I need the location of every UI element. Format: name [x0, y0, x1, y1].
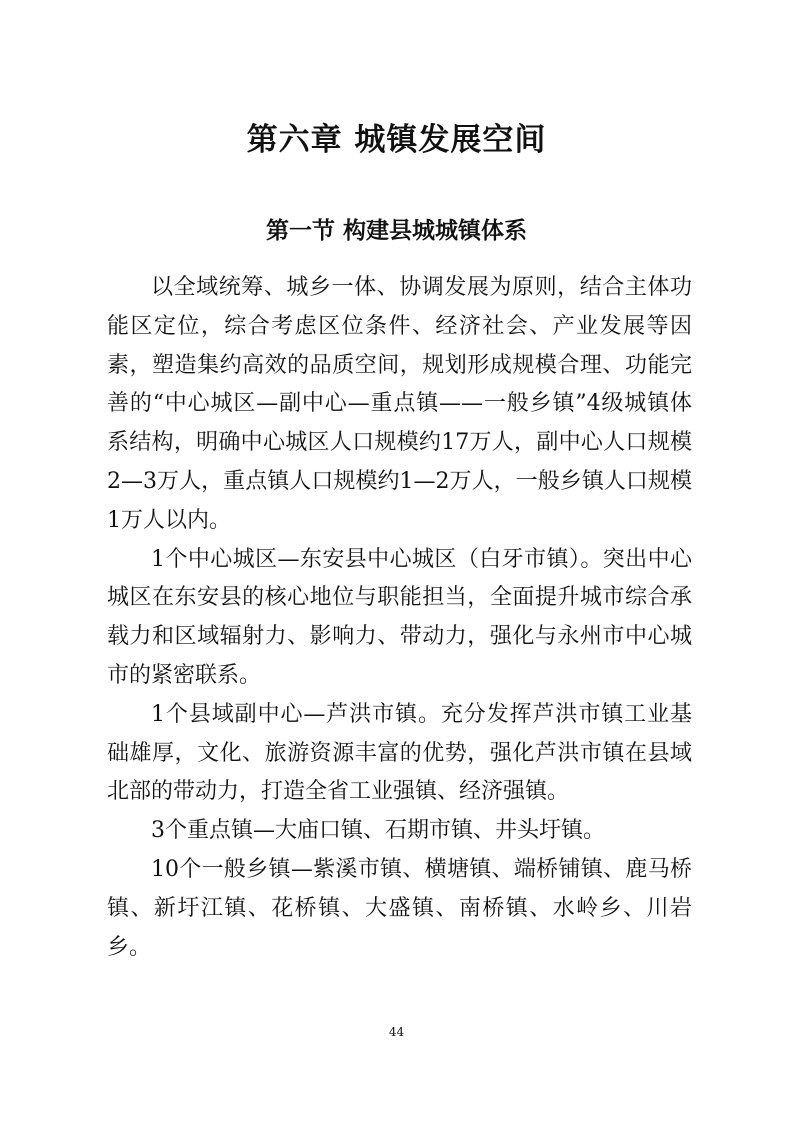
paragraph-key-towns: 3个重点镇—大庙口镇、石期市镇、井头圩镇。	[151, 818, 605, 844]
page-number: 44	[388, 1025, 405, 1039]
chapter-title: 第六章 城镇发展空间	[246, 122, 547, 158]
paragraph-general-towns: 10个一般乡镇—紫溪市镇、横塘镇、端桥铺镇、鹿马桥镇、新圩江镇、花桥镇、大盛镇、南桥镇、水岭乡、川岩乡。	[107, 856, 692, 960]
paragraph-overview: 以全域统筹、城乡一体、协调发展为原则，结合主体功能区定位，综合考虑区位条件、经济社会、产业发展等因素，塑造集约高效的品质空间，规划形成规模合理、功能完善的“中心城区—副中心—重点镇——一般乡镇”4级城镇体系结构，明确中心城区人口规模约17万人，副中心人口规模2—3万人，重点镇人口规模约1—2万人，一般乡镇人口规模1万人以内。	[107, 275, 692, 533]
paragraph-county-sub-center: 1个县域副中心—芦洪市镇。充分发挥芦洪市镇工业基础雄厚，文化、旅游资源丰富的优势，强化芦洪市镇在县域北部的带动力，打造全省工业强镇、经济强镇。	[107, 701, 692, 805]
paragraph-central-urban-area: 1个中心城区—东安县中心城区（白牙市镇）。突出中心城区在东安县的核心地位与职能担当，全面提升城市综合承载力和区域辐射力、影响力、带动力，强化与永州市中心城市的紧密联系。	[107, 546, 692, 688]
body-text	[107, 269, 692, 967]
section-title: 第一节 构建县城城镇体系	[265, 217, 527, 244]
